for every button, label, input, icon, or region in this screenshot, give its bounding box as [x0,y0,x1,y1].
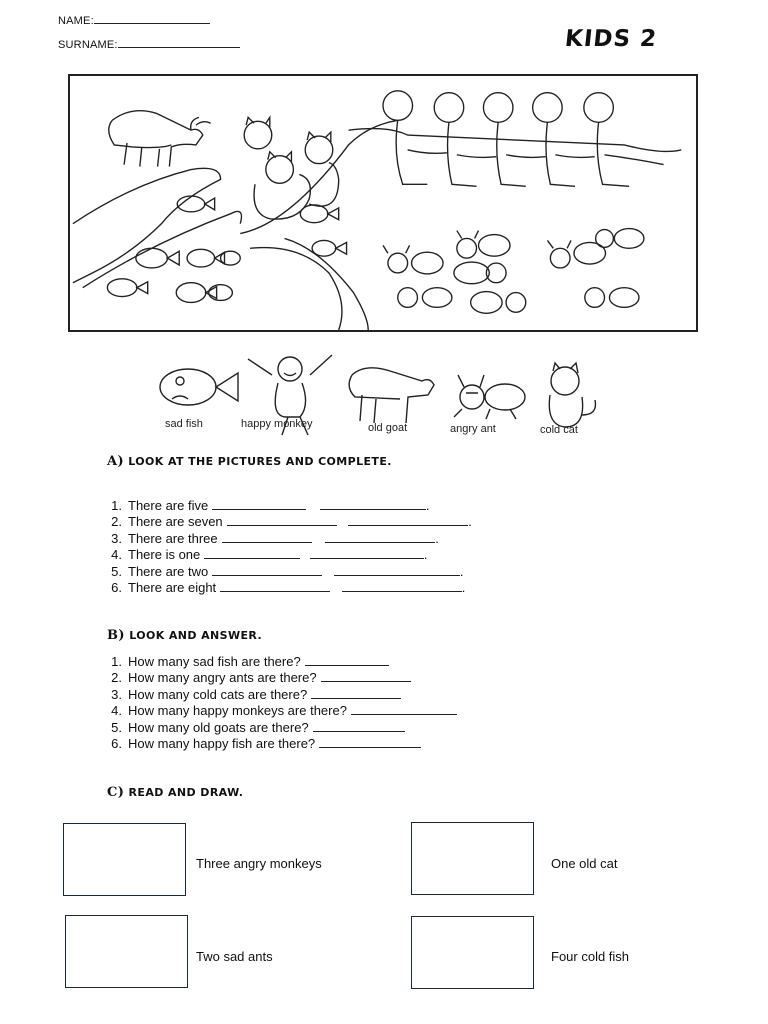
list-item: 6. There are eight . [111,579,466,595]
cats-group [244,117,339,219]
old-goat-picture [349,368,434,423]
river-bank-left [73,168,221,282]
drawing-box-four-cold-fish[interactable] [411,916,534,989]
drawing-box-three-angry-monkeys[interactable] [63,823,186,896]
name-blank[interactable] [94,14,210,24]
section-a-tag: A) [107,454,125,469]
answer-blank[interactable] [311,688,401,699]
answer-blank[interactable] [321,671,411,682]
answer-blank[interactable] [305,655,389,666]
sad-fish-picture [160,369,238,405]
list-item: 1. There are five . [111,498,430,513]
drawing-box-two-sad-ants[interactable] [65,915,188,988]
answer-blank[interactable] [351,704,457,715]
surname-field[interactable] [58,38,240,51]
section-c-tag: C) [107,785,125,800]
key-label-angry-ant: angry ant [450,423,496,435]
name-field[interactable] [58,14,210,27]
key-label-happy-monkey: happy monkey [241,418,313,430]
answer-blank[interactable] [220,581,330,592]
section-c-title: READ AND DRAW. [128,786,244,799]
section-b-list [100,654,457,752]
section-a-list [100,498,472,596]
drawing-box-one-old-cat[interactable] [411,822,534,895]
answer-blank[interactable] [204,548,300,559]
list-item: 4. There is one . [111,547,428,563]
list-item: 6. How many happy fish are there? [100,736,457,752]
list-item: 5. How many old goats are there? [100,720,457,736]
key-label-sad-fish: sad fish [165,418,203,430]
key-label-old-goat: old goat [368,422,408,434]
goat-figure [109,111,211,167]
answer-blank[interactable] [212,565,322,576]
name-label: NAME: [58,15,94,27]
section-b-heading [107,628,262,643]
answer-blank[interactable] [310,548,424,559]
draw-label-one-old-cat: One old cat [551,856,618,871]
section-b-title: LOOK AND ANSWER. [129,629,263,642]
river-bank-right2 [250,248,342,330]
draw-label-two-sad-ants: Two sad ants [196,949,273,964]
fish-group [107,196,346,302]
section-a-title: LOOK AT THE PICTURES AND COMPLETE. [128,455,392,468]
answer-blank[interactable] [325,532,435,543]
answer-blank[interactable] [334,565,460,576]
answer-blank[interactable] [222,532,312,543]
list-item: 1. How many sad fish are there? [100,654,457,670]
surname-label: SURNAME: [58,39,118,51]
draw-label-three-angry-monkeys: Three angry monkeys [196,856,322,871]
answer-blank[interactable] [320,499,426,510]
ants-group [383,229,644,314]
cold-cat-picture [549,363,595,427]
draw-label-four-cold-fish: Four cold fish [551,949,630,964]
list-item: 2. How many angry ants are there? [100,670,457,686]
list-item: 3. How many cold cats are there? [100,687,457,703]
section-a-heading [107,454,392,469]
surname-blank[interactable] [118,38,240,48]
answer-blank[interactable] [342,581,462,592]
worksheet-title: KIDS 2 [563,26,659,52]
answer-blank[interactable] [227,515,337,526]
section-c-heading [107,785,243,800]
section-b-tag: B) [107,628,125,643]
answer-blank[interactable] [313,721,405,732]
list-item: 5. There are two . [111,563,464,579]
scene-illustration [68,74,698,332]
key-label-cold-cat: cold cat [540,424,578,436]
list-item: 4. How many happy monkeys are there? [100,703,457,719]
answer-blank[interactable] [319,737,421,748]
monkeys-group [349,91,682,186]
answer-blank[interactable] [348,515,468,526]
list-item: 2. There are seven . [111,514,472,530]
answer-blank[interactable] [212,499,306,510]
list-item: 3. There are three . [111,530,439,546]
angry-ant-picture [454,375,525,419]
